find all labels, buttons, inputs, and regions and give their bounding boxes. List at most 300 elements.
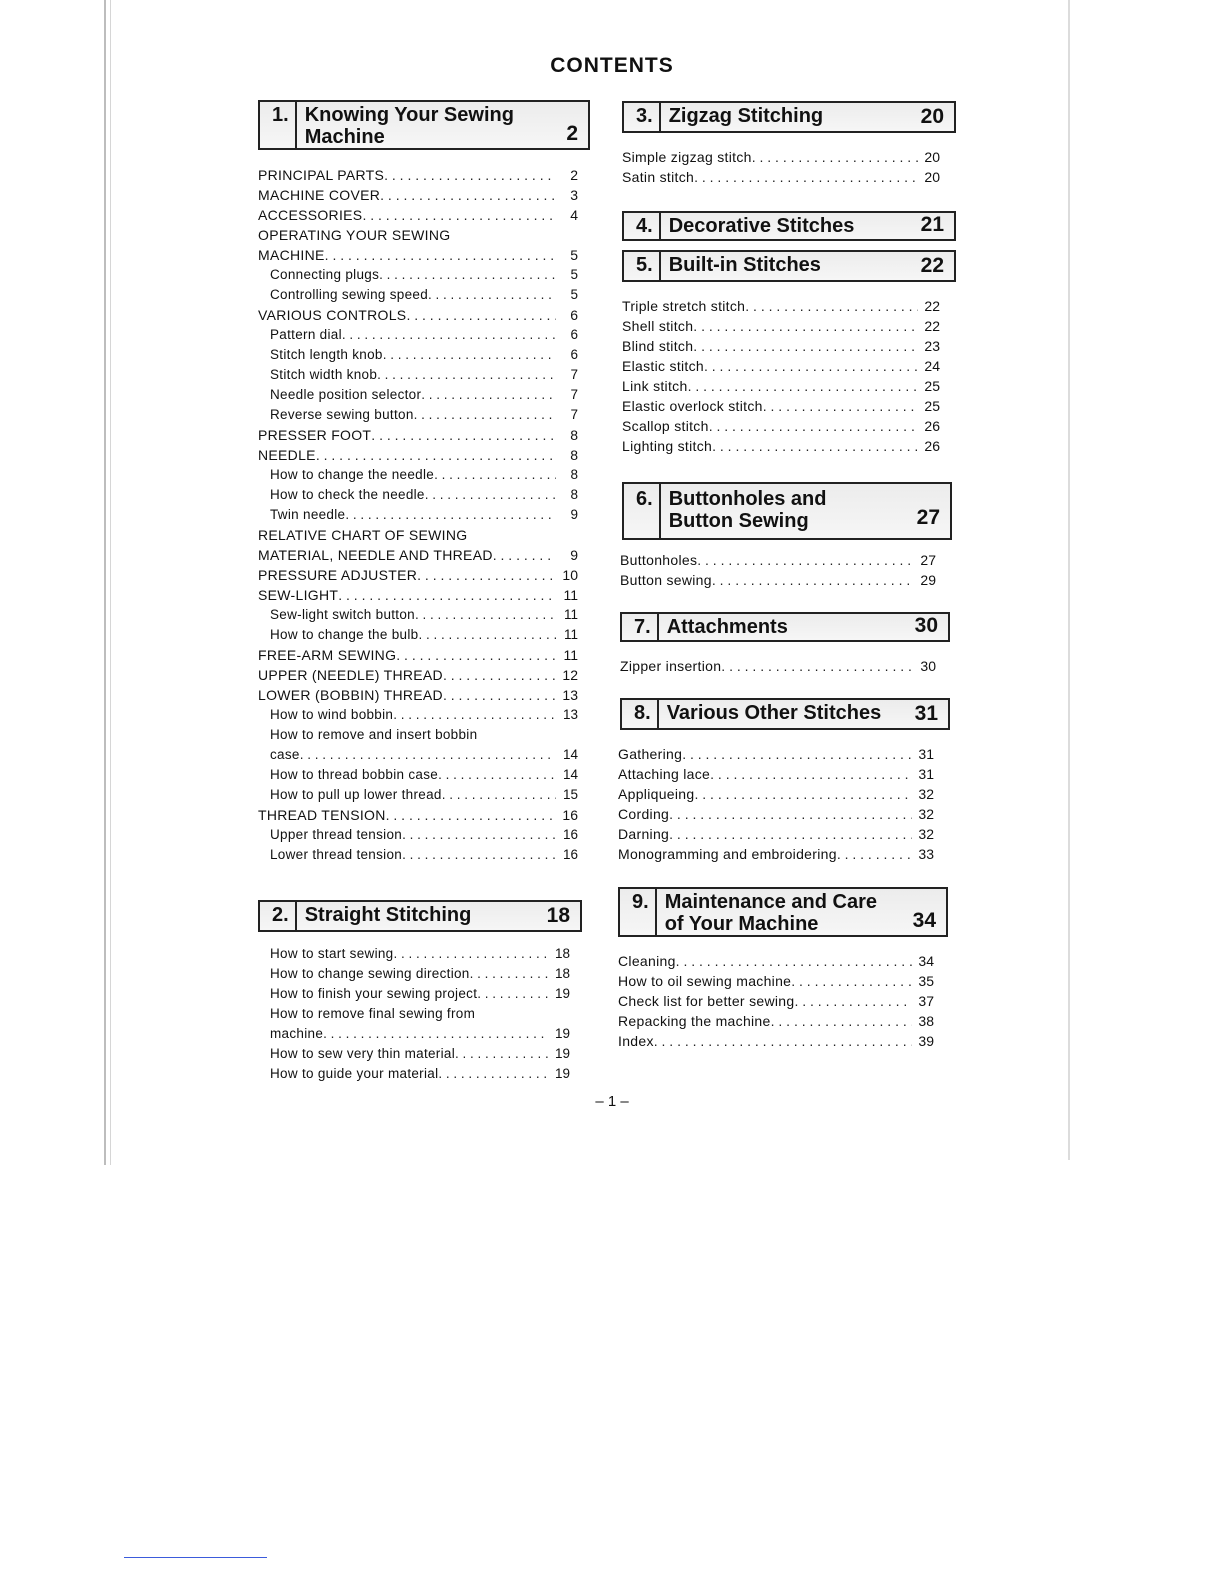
toc-entry-page: 30 [920,658,936,674]
dot-leader [763,396,918,416]
toc-entry[interactable] [618,991,934,1011]
toc-entry[interactable] [622,436,940,456]
toc-entry[interactable] [622,396,940,416]
toc-entry-page: 6 [570,347,578,362]
toc-entry[interactable] [258,625,578,645]
right-column [618,101,956,1051]
toc-entry-page: 13 [562,707,578,722]
dot-leader [438,765,556,785]
toc-entry-label: Stitch width knob [270,367,378,382]
toc-entry[interactable] [622,296,940,316]
toc-entry-label: Controlling sewing speed [270,287,429,302]
dot-leader [406,305,556,325]
toc-entry-page: 20 [924,149,940,165]
toc-entry[interactable] [618,804,934,824]
toc-entry-page: 19 [554,1026,570,1041]
dot-leader [417,565,556,585]
toc-entry-page: 38 [918,1013,934,1029]
toc-entry-page: 3 [570,187,578,203]
dot-leader [425,485,556,505]
scan-edge-left [104,0,106,1165]
toc-entry-label: Darning [618,826,670,842]
section-title [657,889,946,935]
toc-entry[interactable] [618,784,934,804]
dot-leader [771,1011,912,1031]
toc-entry-label: Stitch length knob [270,347,383,362]
toc-entry-label: FREE-ARM SEWING [258,647,397,663]
toc-entry[interactable] [258,325,578,345]
toc-entry[interactable] [258,565,578,585]
section-number: 4. [624,213,661,239]
toc-entry[interactable] [620,656,936,676]
toc-entry-page: 15 [562,787,578,802]
dot-leader [415,605,556,625]
dot-leader [362,205,556,225]
toc-entry[interactable] [258,365,578,385]
dot-leader [745,296,918,316]
dot-leader [752,147,918,167]
dot-leader [402,845,556,865]
dot-leader [712,570,914,590]
toc-entry-page: 9 [570,547,578,563]
toc-entry[interactable] [258,385,578,405]
toc-entry[interactable] [618,824,934,844]
toc-entry-label: OPERATING YOUR SEWING [258,227,451,243]
toc-entry-page: 32 [918,786,934,802]
section-number: 5. [624,252,661,280]
dot-leader [379,265,556,285]
section-number: 3. [624,103,661,131]
dot-leader [477,984,548,1004]
toc-entry[interactable] [258,1044,570,1064]
toc-entry-label: How to remove and insert bobbin [270,727,478,742]
dot-leader [316,445,556,465]
toc-entry[interactable] [622,356,940,376]
section-5-entries [622,296,940,456]
toc-entry[interactable] [258,685,578,705]
section-page: 20 [920,105,944,128]
section-3-entries [622,147,940,187]
toc-entry-label: Blind stitch [622,338,694,354]
toc-entry[interactable] [258,1004,570,1024]
dot-leader [428,285,556,305]
toc-entry[interactable] [622,147,940,167]
dot-leader [693,316,918,336]
toc-entry[interactable] [258,205,578,225]
toc-entry-page: 25 [924,398,940,414]
dot-leader [697,550,914,570]
toc-entry-page: 33 [918,846,934,862]
toc-entry-label: PRESSER FOOT [258,427,372,443]
section-number: 2. [260,902,297,930]
dot-leader [421,385,556,405]
toc-entry-label: How to remove final sewing from [270,1006,476,1021]
toc-entry-label: MACHINE COVER [258,187,381,203]
toc-entry-page: 37 [918,993,934,1009]
section-3-header[interactable] [622,101,956,133]
toc-entry-label: PRINCIPAL PARTS [258,167,385,183]
toc-entry[interactable] [618,764,934,784]
toc-entry-page: 31 [918,766,934,782]
section-8-entries [618,744,934,864]
toc-entry-page: 25 [924,378,940,394]
section-title: Built-in Stitches [668,254,821,276]
footer-rule [124,1557,267,1558]
section-number: 7. [622,614,659,640]
toc-entry-label: ACCESSORIES [258,207,363,223]
section-title [661,484,950,538]
toc-entry[interactable] [622,167,940,187]
toc-entry-label: Simple zigzag stitch [622,149,752,165]
toc-entry[interactable] [258,825,578,845]
toc-entry-label: case [270,747,300,762]
toc-entry-page: 18 [554,946,570,961]
toc-entry-page: 7 [570,387,578,402]
toc-entry-page: 5 [570,267,578,282]
dot-leader [386,805,556,825]
section-number: 9. [620,889,657,935]
toc-entry-label: Lighting stitch [622,438,713,454]
toc-entry-label: Pattern dial [270,327,342,342]
toc-entry-label: PRESSURE ADJUSTER [258,567,418,583]
page-number: – 1 – [595,1093,629,1110]
toc-entry[interactable] [258,305,578,325]
toc-entry-page: 16 [562,847,578,862]
dot-leader [837,844,912,864]
left-column [258,100,590,1084]
toc-entry[interactable] [258,705,578,725]
toc-entry-label: MACHINE [258,247,325,263]
toc-entry-page: 7 [570,407,578,422]
toc-entry-page: 12 [562,667,578,683]
dot-leader [371,425,556,445]
section-1-header[interactable] [258,100,590,150]
toc-entry-label: Appliqueing [618,786,695,802]
toc-entry-label: Cleaning [618,953,676,969]
toc-entry-label: SEW-LIGHT [258,587,339,603]
toc-entry-label: How to change the needle [270,467,435,482]
toc-entry-page: 16 [562,827,578,842]
dot-leader [380,185,556,205]
toc-entry[interactable] [618,951,934,971]
toc-entry[interactable] [258,345,578,365]
section-page: 31 [914,702,938,725]
toc-entry-page: 26 [924,418,940,434]
section-1-entries [258,165,578,865]
toc-entry[interactable] [258,405,578,425]
toc-entry-label: LOWER (BOBBIN) THREAD [258,687,443,703]
toc-entry[interactable] [258,285,578,305]
section-number: 6. [624,484,661,538]
toc-entry-label: MATERIAL, NEEDLE AND THREAD [258,547,493,563]
section-8-header[interactable] [620,698,950,730]
toc-entry-label: Gathering [618,746,683,762]
toc-entry-label: Connecting plugs [270,267,380,282]
section-6-header[interactable] [622,482,952,540]
section-7-header[interactable] [620,612,950,642]
toc-entry-page: 22 [924,318,940,334]
toc-entry-page: 11 [563,587,578,603]
dot-leader [383,345,556,365]
toc-entry[interactable] [258,425,578,445]
dot-leader [323,1024,548,1044]
toc-entry-page: 27 [920,552,936,568]
toc-entry-page: 32 [918,806,934,822]
toc-entry-page: 2 [570,167,578,183]
section-2-header[interactable] [258,900,582,932]
toc-entry-page: 8 [570,447,578,463]
dot-leader [377,365,556,385]
toc-entry-label: machine [270,1026,324,1041]
toc-entry-page: 22 [924,298,940,314]
section-page: 2 [566,122,578,145]
toc-entry[interactable] [622,316,940,336]
toc-entry-label: Buttonholes [620,552,698,568]
section-9-entries [618,951,934,1051]
toc-entry-label: How to change sewing direction [270,966,470,981]
toc-entry-label: How to thread bobbin case [270,767,439,782]
toc-entry[interactable] [258,805,578,825]
toc-entry-page: 34 [918,953,934,969]
section-5-header[interactable] [622,250,956,282]
toc-entry-label: Cording [618,806,670,822]
toc-entry[interactable] [258,785,578,805]
dot-leader [669,804,912,824]
toc-entry-label: Triple stretch stitch [622,298,746,314]
toc-entry[interactable] [258,185,578,205]
toc-entry-label: UPPER (NEEDLE) THREAD [258,667,443,683]
toc-entry-page: 8 [570,427,578,443]
toc-entry-label: Button sewing [620,572,712,588]
scan-edge-right [1068,0,1070,1160]
dot-leader [493,545,556,565]
toc-entry[interactable] [258,225,578,245]
toc-entry-page: 35 [918,973,934,989]
section-2-entries [258,944,570,1084]
toc-entry-label: Upper thread tension [270,827,403,842]
toc-entry-page: 10 [562,567,578,583]
toc-entry-label: How to guide your material [270,1066,439,1081]
toc-entry-page: 23 [924,338,940,354]
dot-leader [442,785,556,805]
toc-entry-label: NEEDLE [258,447,316,463]
toc-entry-label: Elastic stitch [622,358,704,374]
dot-leader [712,436,918,456]
dot-leader [676,951,912,971]
toc-entry-page: 11 [563,647,578,663]
toc-entry[interactable] [258,545,578,565]
dot-leader [688,376,918,396]
section-title-line2: Button Sewing [668,510,809,532]
dot-leader [393,705,556,725]
toc-entry[interactable] [620,570,936,590]
toc-entry[interactable] [258,525,578,545]
toc-entry[interactable] [258,245,578,265]
toc-entry-label: Sew-light switch button [270,607,415,622]
toc-entry-page: 20 [924,169,940,185]
dot-leader [338,585,556,605]
toc-entry[interactable] [618,971,934,991]
section-title: Various Other Stitches [666,702,882,724]
toc-entry-page: 9 [570,507,578,522]
dot-leader [455,1044,548,1064]
toc-entry[interactable] [258,944,570,964]
toc-entry[interactable] [258,745,578,765]
toc-entry-page: 19 [554,1046,570,1061]
toc-entry-label: VARIOUS CONTROLS [258,307,407,323]
section-page: 27 [916,506,940,529]
section-title-line1: Knowing Your Sewing [304,104,514,126]
scan-edge-left-inner [110,0,111,1165]
toc-entry-page: 14 [562,767,578,782]
toc-entry[interactable] [258,645,578,665]
dot-leader [443,665,556,685]
toc-entry[interactable] [258,1024,570,1044]
toc-entry-label: How to check the needle [270,487,425,502]
toc-entry-page: 5 [570,287,578,302]
toc-entry-page: 5 [570,247,578,263]
toc-entry[interactable] [622,376,940,396]
toc-entry[interactable] [258,665,578,685]
toc-entry-page: 19 [554,1066,570,1081]
toc-entry-page: 7 [570,367,578,382]
dot-leader [345,505,556,525]
dot-leader [418,625,556,645]
toc-entry-label: How to sew very thin material [270,1046,456,1061]
dot-leader [402,825,556,845]
toc-entry-page: 24 [924,358,940,374]
toc-entry-label: How to pull up lower thread [270,787,442,802]
dot-leader [669,824,912,844]
section-7-entries [620,656,936,676]
toc-entry-label: RELATIVE CHART OF SEWING [258,527,468,543]
dot-leader [682,744,912,764]
section-6-entries [620,550,936,590]
toc-entry-label: Attaching lace [618,766,711,782]
toc-entry[interactable] [258,845,578,865]
dot-leader [694,784,912,804]
toc-entry-label: How to change the bulb [270,627,419,642]
dot-leader [709,416,918,436]
dot-leader [470,964,548,984]
section-title: Straight Stitching [304,904,472,926]
toc-entry[interactable] [622,336,940,356]
toc-entry-page: 4 [570,207,578,223]
toc-entry[interactable] [258,964,570,984]
toc-entry-page: 18 [554,966,570,981]
dot-leader [794,991,912,1011]
toc-entry-page: 39 [918,1033,934,1049]
section-page: 21 [920,213,944,236]
toc-entry-page: 11 [563,607,578,622]
toc-entry-label: Reverse sewing button [270,407,414,422]
toc-entry[interactable] [258,165,578,185]
toc-entry-page: 6 [570,307,578,323]
toc-entry-label: Repacking the machine [618,1013,771,1029]
dot-leader [654,1031,912,1051]
toc-entry[interactable] [618,1031,934,1051]
toc-entry-page: 8 [570,467,578,482]
toc-entry-label: Link stitch [622,378,688,394]
section-title: Decorative Stitches [668,215,855,237]
toc-entry-label: How to oil sewing machine [618,973,792,989]
toc-entry[interactable] [618,1011,934,1031]
toc-entry-page: 11 [563,627,578,642]
dot-leader [443,685,556,705]
toc-entry[interactable] [618,744,934,764]
toc-entry[interactable] [258,445,578,465]
toc-entry-page: 32 [918,826,934,842]
section-page: 18 [546,904,570,927]
toc-entry[interactable] [618,844,934,864]
section-page: 34 [912,909,936,932]
toc-entry[interactable] [258,465,578,485]
toc-entry[interactable] [258,505,578,525]
section-title [297,102,588,148]
dot-leader [300,745,556,765]
dot-leader [396,645,556,665]
toc-entry[interactable] [258,765,578,785]
toc-entry[interactable] [258,605,578,625]
toc-entry[interactable] [258,984,570,1004]
section-title-line1: Maintenance and Care [664,891,877,913]
section-9-header[interactable] [618,887,948,937]
dot-leader [394,944,549,964]
toc-entry-page: 29 [920,572,936,588]
toc-entry-label: Twin needle [270,507,346,522]
dot-leader [414,405,556,425]
toc-entry-label: How to wind bobbin [270,707,394,722]
toc-entry[interactable] [258,485,578,505]
toc-entry-page: 14 [562,747,578,762]
dot-leader [721,656,914,676]
dot-leader [342,325,556,345]
toc-entry-page: 31 [918,746,934,762]
dot-leader [325,245,556,265]
toc-entry[interactable] [258,725,578,745]
toc-entry-label: Lower thread tension [270,847,403,862]
toc-entry[interactable] [258,585,578,605]
toc-entry-page: 19 [554,986,570,1001]
page-title: CONTENTS [550,54,674,77]
toc-entry-label: Elastic overlock stitch [622,398,763,414]
toc-entry-label: Needle position selector [270,387,422,402]
section-title: Zigzag Stitching [668,105,824,127]
toc-entry-label: Monogramming and embroidering [618,846,837,862]
toc-entry[interactable] [622,416,940,436]
toc-entry-label: How to finish your sewing project [270,986,478,1001]
section-title-line1: Buttonholes and [668,488,827,510]
dot-leader [694,167,918,187]
toc-entry-page: 6 [570,327,578,342]
toc-entry-page: 26 [924,438,940,454]
section-page: 22 [920,254,944,277]
toc-entry-label: Scallop stitch [622,418,709,434]
dot-leader [710,764,912,784]
dot-leader [434,465,556,485]
toc-entry-page: 16 [562,807,578,823]
section-title-line2: Machine [304,126,385,148]
toc-entry-page: 8 [570,487,578,502]
dot-leader [791,971,912,991]
section-4-header[interactable] [622,211,956,241]
toc-entry[interactable] [258,265,578,285]
dot-leader [438,1064,548,1084]
section-page: 30 [914,614,938,637]
toc-entry-label: Zipper insertion [620,658,722,674]
toc-entry[interactable] [258,1064,570,1084]
toc-entry[interactable] [620,550,936,570]
